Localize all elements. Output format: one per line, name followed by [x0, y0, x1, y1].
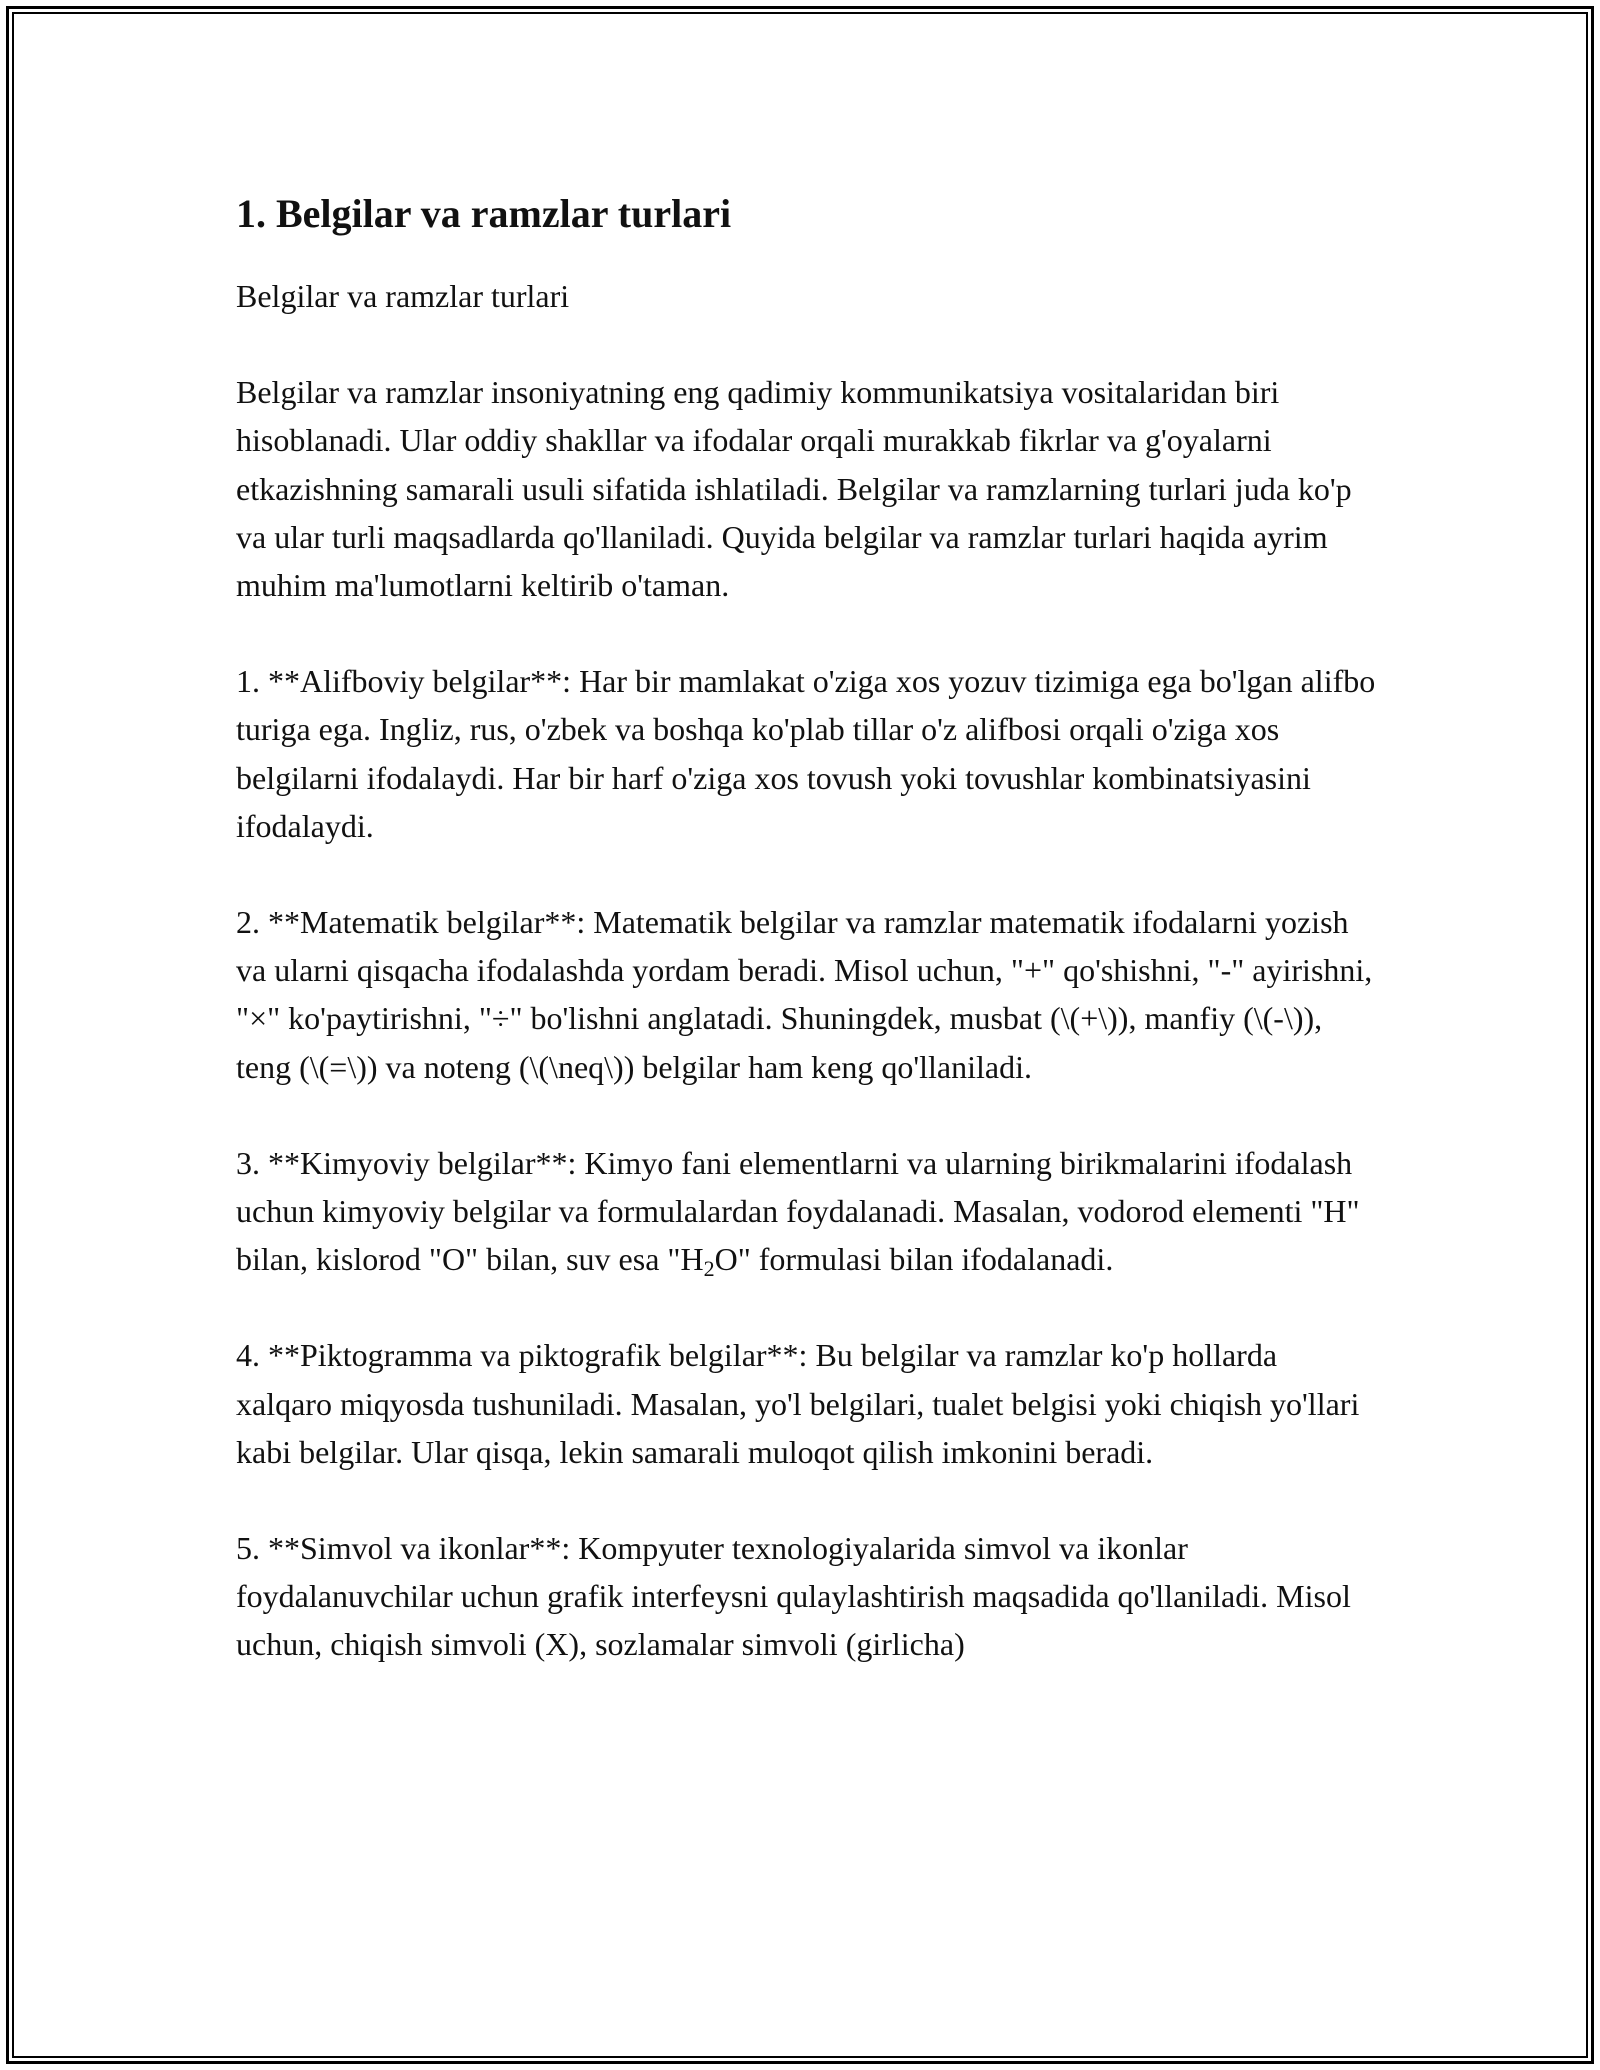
- intro-paragraph: Belgilar va ramzlar insoniyatning eng qadimiy kommunikatsiya vositalaridan biri hisoblanadi. Ular oddiy shakllar va ifodalar orqali murakkab fikrlar va g'oyalarni etkazishning samarali usuli sifatida ishlatiladi. Belgilar va ramzlarning turlari juda ko'p va ular turli maqsadlarda qo'llaniladi. Quyida belgilar va ramzlar turlari haqida ayrim muhim ma'lumotlarni keltirib o'taman.: [236, 374, 1352, 604]
- chemical-text-start: 3. **Kimyoviy belgilar**: Kimyo fani elementlarni va ularning birikmalarini ifodalash uchun kimyoviy belgilar va formulalardan foydalanadi. Masalan, vodorod elementi "H" bilan, kislorod "O" bilan, suv esa "H: [236, 1144, 1360, 1278]
- list-item-chemical: [236, 1139, 1376, 1284]
- chemical-text-end: O" formulasi bilan ifodalanadi.: [714, 1241, 1114, 1278]
- document-heading: 1. Belgilar va ramzlar turlari: [236, 191, 732, 236]
- document-body: [236, 186, 1376, 1717]
- list-item-alphabetic: 1. **Alifboviy belgilar**: Har bir mamlakat o'ziga xos yozuv tizimiga ega bo'lgan alifbo turiga ega. Ingliz, rus, o'zbek va boshqa ko'plab tillar o'z alifbosi orqali o'ziga xos belgilarni ifodalaydi. Har bir harf o'ziga xos tovush yoki tovushlar kombinatsiyasini ifodalaydi.: [236, 663, 1376, 844]
- list-item-mathematical: 2. **Matematik belgilar**: Matematik belgilar va ramzlar matematik ifodalarni yozish va ularni qisqacha ifodalashda yordam beradi. Misol uchun, "+" qo'shishni, "-" ayirishni, "×" ko'paytirishni, "÷" bo'lishni anglatadi. Shuningdek, musbat (\(+\)), manfiy (\(-\)), teng (\(=\)) va noteng (\(\neq\)) belgilar ham keng qo'llaniladi.: [236, 904, 1373, 1085]
- list-item-pictogram: 4. **Piktogramma va piktografik belgilar**: Bu belgilar va ramzlar ko'p hollarda xalqaro miqyosda tushuniladi. Masalan, yo'l belgilari, tualet belgisi yoki chiqish yo'llari kabi belgilar. Ular qisqa, lekin samarali muloqot qilish imkonini beradi.: [236, 1337, 1360, 1470]
- chemical-subscript: 2: [703, 1256, 715, 1282]
- document-subtitle: Belgilar va ramzlar turlari: [236, 278, 570, 314]
- list-item-symbols-icons: 5. **Simvol va ikonlar**: Kompyuter texnologiyalarida simvol va ikonlar foydalanuvchilar uchun grafik interfeysni qulaylashtirish maqsadida qo'llaniladi. Misol uchun, chiqish simvoli (X), sozlamalar simvoli (girlicha): [236, 1530, 1351, 1663]
